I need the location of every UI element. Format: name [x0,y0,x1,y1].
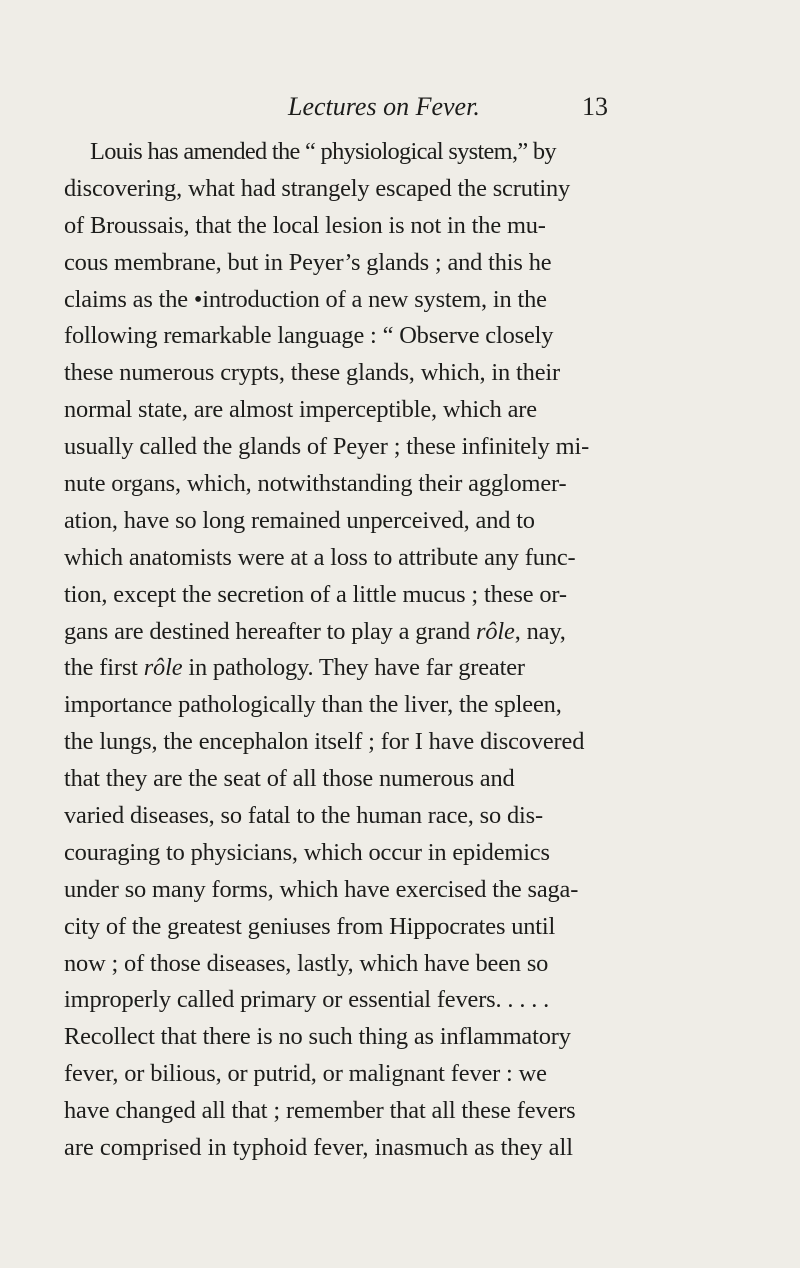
text-line [64,318,744,355]
text-segment: that they are the seat of all those numerous and [64,765,515,793]
text-line [64,466,744,503]
text-line [64,835,744,872]
text-line [64,982,744,1019]
text-segment: nute organs, which, notwithstanding their agglomer- [64,470,567,498]
text-line [64,687,744,724]
text-segment: the lungs, the encephalon itself ; for I have discovered [64,728,585,756]
text-line [64,134,744,171]
text-segment: which anatomists were at a loss to attribute any func- [64,543,576,571]
text-line [64,429,744,466]
text-segment: are comprised in typhoid fever, inasmuch as they all [64,1134,574,1162]
text-line [64,1056,744,1093]
text-segment: usually called the glands of Peyer ; these infinitely mi- [64,433,590,461]
text-segment: following remarkable language : “ Observe closely [64,322,554,350]
text-line [64,761,744,798]
page-number: 13 [582,92,608,121]
text-line [64,614,744,651]
text-segment: , nay, [514,617,566,645]
text-segment: improperly called primary or essential fevers. . . . . [64,986,550,1014]
text-segment: the first [64,654,144,682]
text-segment: discovering, what had strangely escaped the scrutiny [64,174,571,202]
text-segment: fever, or bilious, or putrid, or malignant fever : we [64,1060,547,1088]
text-segment: in pathology. They have far greater [182,654,525,682]
text-segment: have changed all that ; remember that all these fevers [64,1097,576,1125]
running-title: Lectures on Fever. [288,92,480,121]
text-line [64,282,744,319]
text-segment: now ; of those diseases, lastly, which have been so [64,949,549,977]
text-line [64,208,744,245]
text-line [64,245,744,282]
text-line [64,577,744,614]
italic-term: rôle [476,617,515,645]
text-segment: varied diseases, so fatal to the human race, so dis- [64,802,543,830]
text-line [64,1019,744,1056]
text-line [64,355,744,392]
text-segment: of Broussais, that the local lesion is not in the mu- [64,211,546,239]
text-segment: Recollect that there is no such thing as inflammatory [64,1023,571,1051]
text-segment: couraging to physicians, which occur in epidemics [64,838,550,866]
text-line [64,540,744,577]
text-line [64,798,744,835]
running-head [288,92,608,122]
text-segment: importance pathologically than the liver, the spleen, [64,691,562,719]
text-line [64,1093,744,1130]
text-line [64,1130,744,1167]
text-line [64,946,744,983]
text-segment: gans are destined hereafter to play a grand [64,617,476,645]
text-segment: cous membrane, but in Peyer’s glands ; and this he [64,248,552,276]
italic-term: rôle [143,654,183,682]
body-text [64,134,744,1167]
text-line [64,724,744,761]
text-line [64,909,744,946]
text-line [64,650,744,687]
text-segment: these numerous crypts, these glands, which, in their [64,359,560,387]
text-segment: tion, except the secretion of a little mucus ; these or- [64,580,567,608]
text-segment: claims as the •introduction of a new system, in the [64,285,547,313]
text-segment: ation, have so long remained unperceived, and to [64,506,535,534]
text-line [64,171,744,208]
text-line [64,392,744,429]
text-line [64,872,744,909]
text-line [64,503,744,540]
text-segment: normal state, are almost imperceptible, which are [64,396,537,424]
text-segment: Louis has amended the “ physiological system,” by [90,138,556,165]
text-segment: under so many forms, which have exercised the saga- [64,875,579,903]
text-segment: city of the greatest geniuses from Hippocrates until [64,912,556,940]
